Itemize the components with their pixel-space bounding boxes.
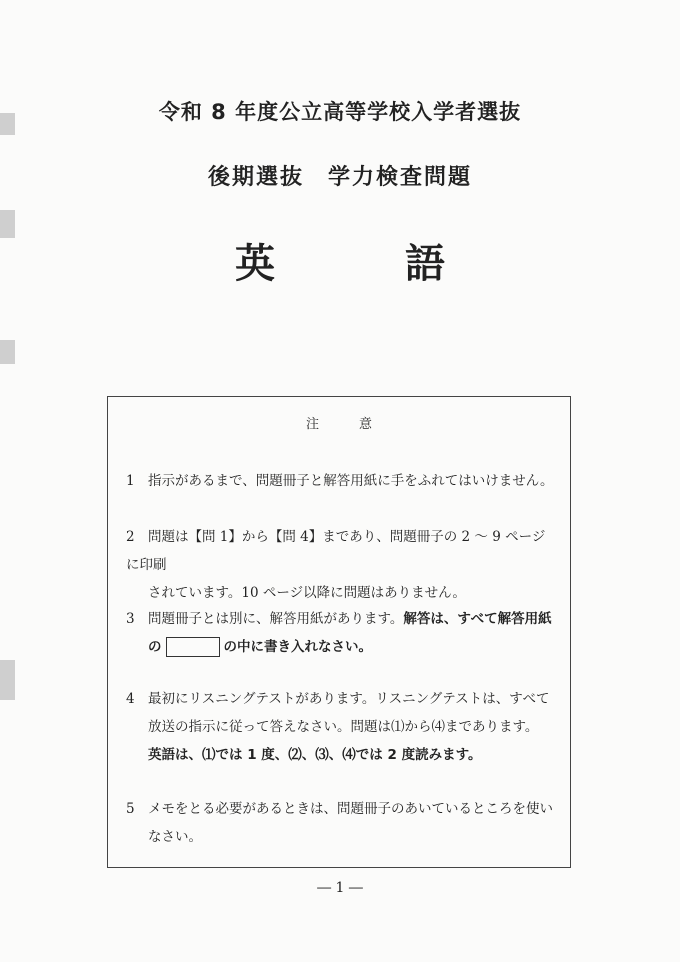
exam-subtitle [0,160,680,191]
notice-item-4 [126,685,556,769]
notice-item-1 [126,467,556,495]
subject-char-1: 英 [235,241,275,287]
exam-subtitle-part2: 学力検査問題 [328,165,473,190]
subject-char-2: 語 [405,241,445,287]
item-text-post: の中に書き入れなさい。 [223,639,372,655]
item-number: 4 [126,691,135,707]
scan-mark [0,340,15,364]
item-number: 1 [126,473,135,489]
item-text: メモをとる必要があるときは、問題冊子のあいているところを使い [148,801,553,817]
item-text-pre: の [148,639,162,655]
subject-title [0,232,680,289]
notice-title: 注意 [305,417,412,432]
item-text-bold: 英語は、⑴では 1 度、⑵、⑶、⑷では 2 度読みます。 [148,747,482,763]
notice-box [107,396,571,868]
notice-item-5 [126,795,556,851]
item-text-cont [126,633,556,661]
item-number: 2 [126,529,135,545]
notice-item-3 [126,605,556,661]
notice-item-2 [126,523,556,607]
item-text-cont: 放送の指示に従って答えなさい。問題は⑴から⑷まであります。 [148,719,539,735]
item-number: 5 [126,801,135,817]
item-text-bold: 解答は、すべて解答用紙 [403,611,552,627]
item-text: 問題冊子とは別に、解答用紙があります。 [148,611,404,627]
item-text-cont: されています。10 ページ以降に問題はありません。 [148,585,466,601]
item-number: 3 [126,611,135,627]
item-text: 最初にリスニングテストがあります。リスニングテストは、すべて [148,691,550,707]
scan-mark [0,660,15,700]
answer-blank-box [166,637,220,657]
page-number: ― 1 ― [317,880,363,896]
item-text: 指示があるまで、問題冊子と解答用紙に手をふれてはいけません。 [148,473,554,489]
item-text-cont: なさい。 [148,829,202,845]
item-text: 問題は【問 1】から【問 4】まであり、問題冊子の 2 ～ 9 ページに印刷 [126,529,546,573]
exam-title: 令和 8 年度公立高等学校入学者選抜 [158,100,522,124]
exam-subtitle-part1: 後期選抜 [207,165,304,190]
